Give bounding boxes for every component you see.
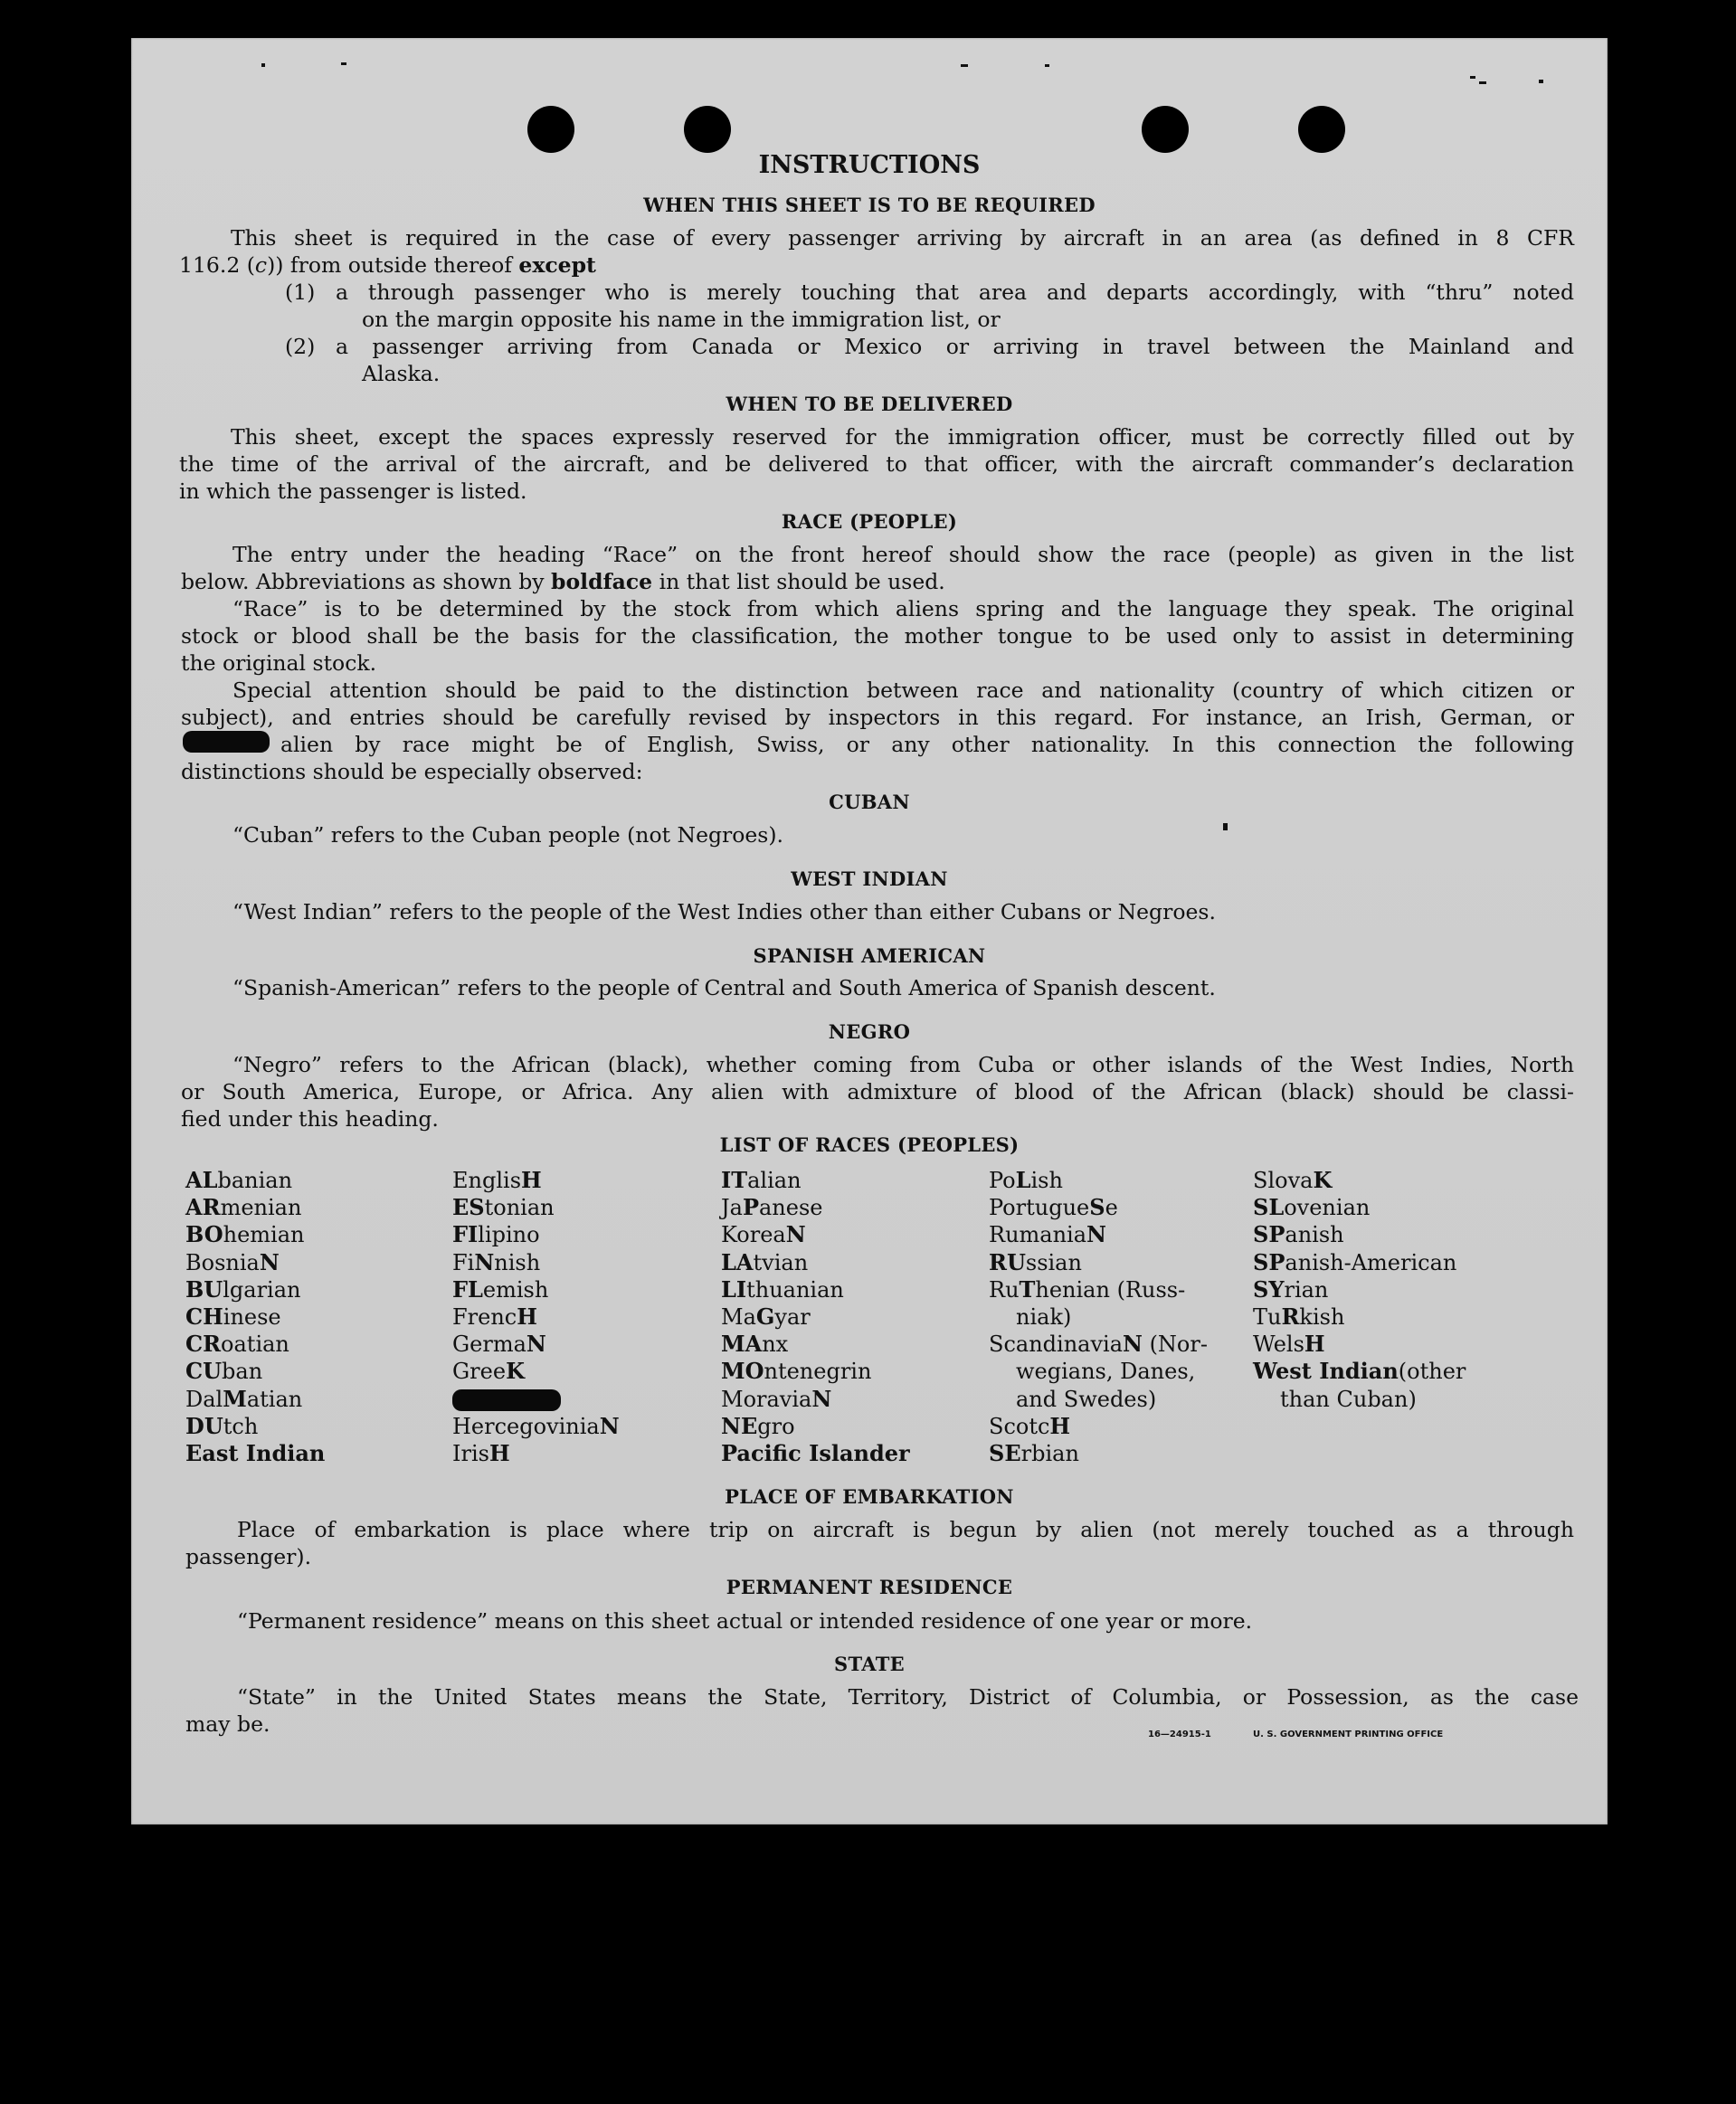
paragraph-line: may be.: [185, 1711, 270, 1737]
paragraph-line: “Spanish-American” refers to the people of Central and South America of Spanish descent.: [232, 975, 1216, 1000]
section-heading: SPANISH AMERICAN: [753, 944, 986, 967]
race-entry: SLovenian: [1253, 1194, 1371, 1221]
race-entry: West Indian(other: [1253, 1358, 1466, 1385]
race-entry: IrisH: [452, 1440, 510, 1466]
race-entry: than Cuban): [1280, 1386, 1417, 1412]
document-page: [131, 38, 1608, 1824]
page-title: INSTRUCTIONS: [758, 151, 981, 179]
section-heading: CUBAN: [829, 791, 910, 813]
race-entry: BOhemian: [185, 1221, 305, 1248]
race-entry: BosniaN: [185, 1248, 280, 1275]
race-entry: WelsH: [1253, 1331, 1325, 1358]
paragraph-line: Place of embarkation is place where trip on aircraft is begun by alien (not merely touched as a through: [237, 1517, 1574, 1542]
paragraph-line: This sheet is required in the case of every passenger arriving by aircraft in an area (as defined in 8 CFR: [231, 225, 1574, 251]
race-entry: BUlgarian: [185, 1275, 301, 1303]
race-entry: [452, 1386, 561, 1413]
punch-hole: [1142, 106, 1189, 153]
punch-hole: [684, 106, 731, 153]
paragraph-line: “Cuban” refers to the Cuban people (not Negroes).: [232, 822, 784, 848]
redaction-mark: [452, 1389, 561, 1411]
race-entry: SYrian: [1253, 1275, 1329, 1303]
list-item: a passenger arriving from Canada or Mexico or arriving in travel between the Mainland and: [336, 334, 1574, 359]
race-entry: CHinese: [185, 1303, 281, 1330]
section-heading: PERMANENT RESIDENCE: [726, 1576, 1013, 1598]
paragraph-line: “Permanent residence” means on this sheet actual or intended residence of one year or more.: [237, 1608, 1253, 1634]
race-entry: NEgro: [721, 1412, 795, 1439]
race-entry: LAtvian: [721, 1248, 809, 1275]
paragraph-line: stock or blood shall be the basis for the classification, the mother tongue to be used only to assist in determining: [181, 623, 1574, 649]
paragraph-line: below. Abbreviations as shown by boldface in that list should be used.: [181, 569, 945, 594]
race-entry: DUtch: [185, 1412, 259, 1439]
race-entry: ALbanian: [185, 1167, 293, 1193]
race-entry: FiNnish: [452, 1248, 541, 1275]
paragraph-line: “State” in the United States means the State, Territory, District of Columbia, or Possession, as the case: [237, 1684, 1579, 1710]
race-entry: MaGyar: [721, 1303, 811, 1330]
race-entry: and Swedes): [1016, 1386, 1157, 1412]
punch-hole: [1298, 106, 1345, 153]
race-entry: LIthuanian: [721, 1275, 844, 1303]
race-entry: KoreaN: [721, 1221, 806, 1248]
list-item: on the margin opposite his name in the immigration list, or: [362, 307, 1001, 332]
form-number: 16—24915-1: [1148, 1730, 1211, 1739]
paragraph-line: “Race” is to be determined by the stock from which aliens spring and the language they speak. The original: [232, 596, 1574, 621]
paragraph-line: 116.2 (c)) from outside thereof except: [179, 252, 596, 278]
paragraph-line: fied under this heading.: [181, 1106, 439, 1132]
paragraph-line: “West Indian” refers to the people of the West Indies other than either Cubans or Negroes.: [232, 899, 1216, 924]
paragraph-line: alien by race might be of English, Swiss, or any other nationality. In this connection the following: [280, 732, 1574, 757]
paragraph-line: “Negro” refers to the African (black), whether coming from Cuba or other islands of the West Indies, North: [232, 1052, 1574, 1077]
race-entry: ScotcH: [989, 1412, 1071, 1439]
race-entry: HercegoviniaN: [452, 1412, 620, 1439]
paragraph-line: This sheet, except the spaces expressly reserved for the immigration officer, must be correctly filled out by: [231, 424, 1574, 450]
race-entry: FLemish: [452, 1275, 549, 1303]
race-entry: wegians, Danes,: [1016, 1359, 1196, 1385]
race-entry: SPanish-American: [1253, 1248, 1457, 1275]
race-entry: niak): [1016, 1304, 1072, 1330]
paragraph-line: the time of the arrival of the aircraft, and be delivered to that officer, with the aircraft commander’s declaration: [179, 451, 1574, 477]
paragraph-line: The entry under the heading “Race” on the front hereof should show the race (people) as given in the list: [232, 542, 1574, 567]
section-heading: STATE: [834, 1653, 905, 1675]
race-entry: ARmenian: [185, 1194, 302, 1221]
section-heading: PLACE OF EMBARKATION: [725, 1485, 1014, 1508]
race-entry: RumaniaN: [989, 1221, 1106, 1248]
section-heading: WEST INDIAN: [791, 867, 948, 890]
paragraph-line: the original stock.: [181, 650, 377, 676]
section-heading: RACE (PEOPLE): [781, 510, 958, 533]
race-entry: SlovaK: [1253, 1167, 1333, 1193]
race-entry: JaPanese: [721, 1194, 823, 1221]
race-entry: Pacific Islander: [721, 1440, 910, 1466]
section-heading: LIST OF RACES (PEOPLES): [719, 1133, 1020, 1156]
race-entry: RuThenian (Russ-: [989, 1275, 1186, 1303]
race-entry: PortugueSe: [989, 1194, 1118, 1221]
list-item: Alaska.: [362, 361, 441, 386]
section-heading: NEGRO: [828, 1020, 911, 1043]
redaction-mark: [183, 731, 270, 753]
race-entry: ITalian: [721, 1167, 802, 1193]
section-heading: WHEN THIS SHEET IS TO BE REQUIRED: [643, 194, 1096, 216]
race-entry: MoraviaN: [721, 1385, 832, 1412]
race-entry: ScandinaviaN (Nor-: [989, 1331, 1208, 1358]
race-entry: EnglisH: [452, 1167, 542, 1193]
race-entry: SErbian: [989, 1440, 1079, 1466]
paragraph-line: Special attention should be paid to the distinction between race and nationality (country of which citizen or: [232, 678, 1574, 703]
race-entry: DalMatian: [185, 1385, 303, 1412]
race-entry: CUban: [185, 1358, 263, 1385]
printer-imprint: U. S. GOVERNMENT PRINTING OFFICE: [1253, 1730, 1444, 1739]
paragraph-line: distinctions should be especially observed:: [181, 759, 643, 784]
race-entry: MOntenegrin: [721, 1358, 872, 1385]
race-entry: MAnx: [721, 1331, 789, 1358]
punch-hole: [527, 106, 574, 153]
race-entry: FIlipino: [452, 1221, 540, 1248]
section-heading: WHEN TO BE DELIVERED: [726, 393, 1013, 415]
list-item: a through passenger who is merely touching that area and departs accordingly, with “thru” noted: [336, 280, 1574, 305]
race-entry: RUssian: [989, 1248, 1082, 1275]
race-entry: TuRkish: [1253, 1303, 1345, 1330]
list-number: (2): [285, 334, 316, 359]
paragraph-line: subject), and entries should be carefully revised by inspectors in this regard. For instance, an Irish, German, or: [181, 705, 1574, 730]
race-entry: EStonian: [452, 1194, 555, 1221]
race-entry: GreeK: [452, 1358, 525, 1385]
race-entry: SPanish: [1253, 1221, 1344, 1248]
race-entry: PoLish: [989, 1167, 1063, 1193]
race-entry: GermaN: [452, 1331, 546, 1358]
race-entry: FrencH: [452, 1303, 537, 1330]
race-entry: East Indian: [185, 1440, 326, 1466]
race-entry: CRoatian: [185, 1331, 289, 1358]
list-number: (1): [285, 280, 316, 305]
paragraph-line: passenger).: [185, 1544, 312, 1569]
paragraph-line: in which the passenger is listed.: [179, 479, 527, 504]
paragraph-line: or South America, Europe, or Africa. Any alien with admixture of blood of the African (black) should be classi-: [181, 1079, 1574, 1104]
